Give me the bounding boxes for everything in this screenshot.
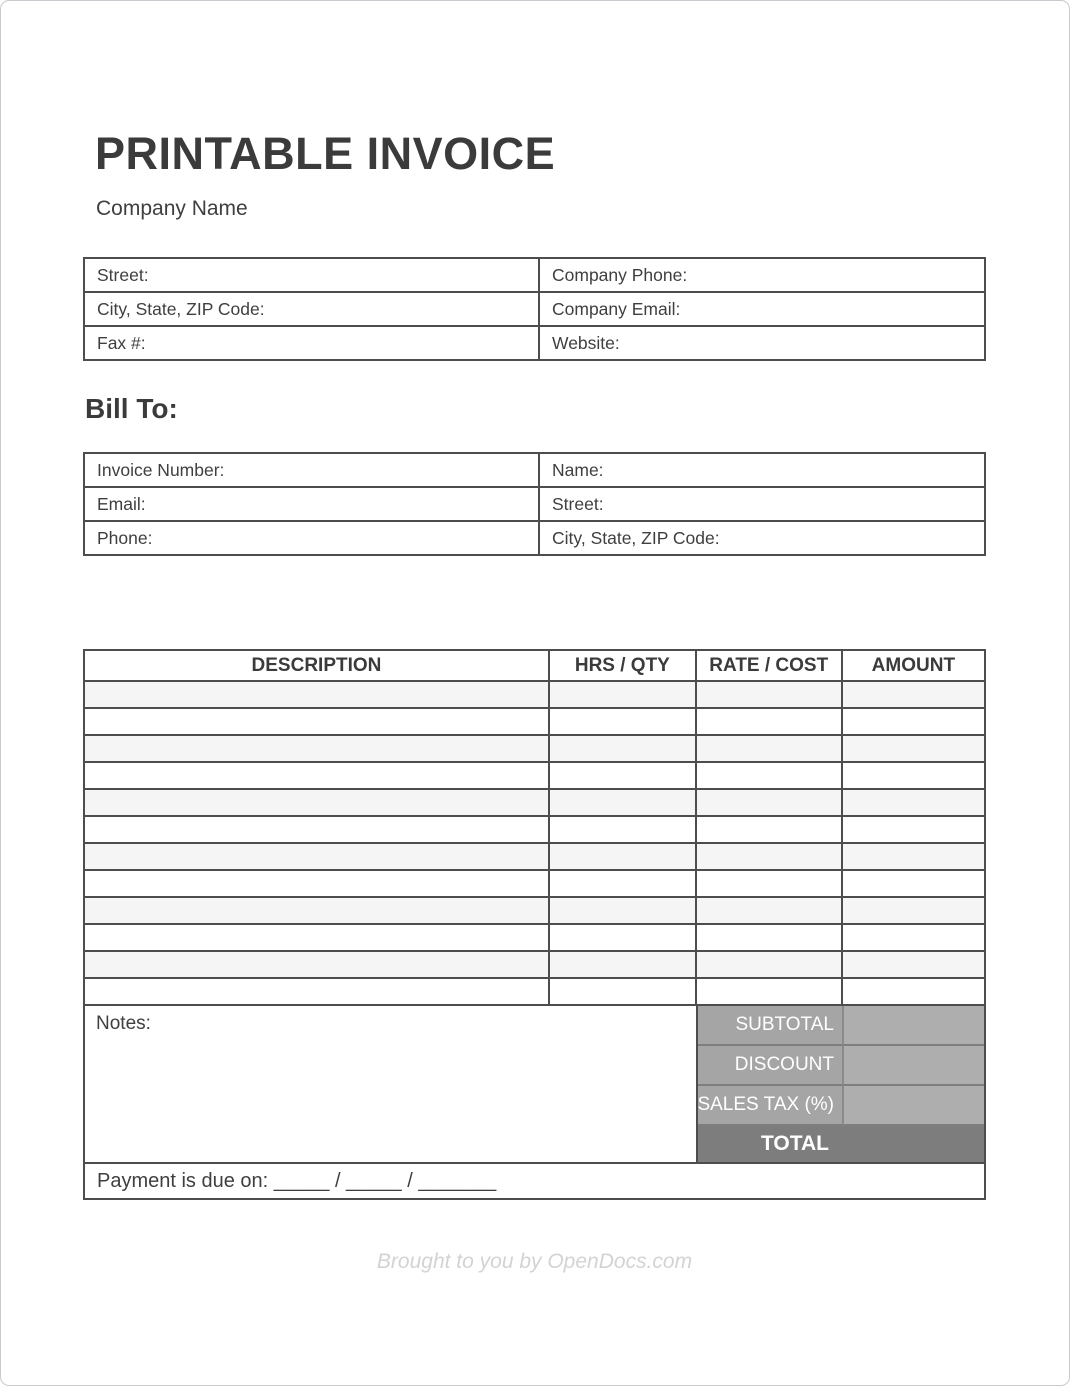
item-cell xyxy=(549,843,696,870)
item-cell xyxy=(696,897,842,924)
item-cell xyxy=(842,870,985,897)
item-cell xyxy=(842,708,985,735)
item-cell xyxy=(696,870,842,897)
item-cell xyxy=(842,762,985,789)
item-cell xyxy=(842,924,985,951)
item-cell xyxy=(84,735,549,762)
item-row xyxy=(84,681,985,708)
item-cell xyxy=(696,708,842,735)
company-phone-label-cell: Company Phone: xyxy=(539,258,985,292)
notes-box xyxy=(83,1006,696,1164)
company-name: Company Name xyxy=(96,197,248,220)
item-cell xyxy=(549,681,696,708)
item-cell xyxy=(696,681,842,708)
table-row xyxy=(84,326,985,360)
line-items-table xyxy=(83,649,986,1006)
item-cell xyxy=(696,735,842,762)
discount-value xyxy=(844,1046,984,1086)
item-row xyxy=(84,951,985,978)
item-cell xyxy=(84,708,549,735)
table-row xyxy=(84,258,985,292)
item-cell xyxy=(549,735,696,762)
footer-credit: Brought to you by OpenDocs.com xyxy=(376,1250,693,1273)
item-cell xyxy=(84,843,549,870)
table-row xyxy=(84,292,985,326)
invoice-number-label-cell: Invoice Number: xyxy=(84,453,539,487)
item-cell xyxy=(842,897,985,924)
item-cell xyxy=(549,816,696,843)
page-title: PRINTABLE INVOICE xyxy=(95,128,556,179)
item-cell xyxy=(696,789,842,816)
item-cell xyxy=(84,681,549,708)
item-cell xyxy=(84,870,549,897)
table-row xyxy=(84,453,985,487)
sales-tax-row xyxy=(698,1086,984,1126)
phone-label-cell: Phone: xyxy=(84,521,539,555)
company-email-label-cell: Company Email: xyxy=(539,292,985,326)
item-cell xyxy=(842,951,985,978)
item-row xyxy=(84,870,985,897)
item-cell xyxy=(696,924,842,951)
item-row xyxy=(84,978,985,1005)
item-cell xyxy=(549,789,696,816)
item-cell xyxy=(549,951,696,978)
street-label-cell: Street: xyxy=(539,487,985,521)
item-cell xyxy=(696,762,842,789)
company-info-table xyxy=(83,257,986,361)
table-row xyxy=(84,487,985,521)
fax-label-cell: Fax #: xyxy=(84,326,539,360)
item-cell xyxy=(696,843,842,870)
item-row xyxy=(84,924,985,951)
item-cell xyxy=(842,735,985,762)
item-cell xyxy=(842,816,985,843)
website-label-cell: Website: xyxy=(539,326,985,360)
item-row xyxy=(84,762,985,789)
item-cell xyxy=(842,681,985,708)
bill-to-heading: Bill To: xyxy=(85,393,178,424)
item-row xyxy=(84,897,985,924)
payment-due-text: Payment is due on: _____ / _____ / _______ xyxy=(97,1169,497,1192)
discount-row xyxy=(698,1046,984,1086)
item-row xyxy=(84,708,985,735)
street-label-cell: Street: xyxy=(84,258,539,292)
bill-to-table xyxy=(83,452,986,556)
item-cell xyxy=(84,762,549,789)
sales-tax-value xyxy=(844,1086,984,1126)
name-label-cell: Name: xyxy=(539,453,985,487)
sales-tax-label: SALES TAX (%) xyxy=(698,1086,844,1126)
notes-label: Notes: xyxy=(96,1013,151,1034)
payment-due-row xyxy=(83,1162,986,1200)
table-row xyxy=(84,521,985,555)
item-cell xyxy=(549,924,696,951)
item-cell xyxy=(549,708,696,735)
item-row xyxy=(84,816,985,843)
rate-cost-column-header: RATE / COST xyxy=(696,650,842,681)
summary-section xyxy=(83,1006,986,1164)
item-cell xyxy=(549,870,696,897)
item-cell xyxy=(84,789,549,816)
item-row xyxy=(84,735,985,762)
item-cell xyxy=(842,789,985,816)
item-cell xyxy=(549,978,696,1005)
description-column-header: DESCRIPTION xyxy=(84,650,549,681)
total-label: TOTAL xyxy=(760,1132,829,1155)
item-cell xyxy=(696,951,842,978)
line-items-body xyxy=(84,681,985,1005)
item-cell xyxy=(549,762,696,789)
amount-column-header: AMOUNT xyxy=(842,650,985,681)
line-items-header-row xyxy=(84,650,985,681)
item-row xyxy=(84,789,985,816)
totals-panel xyxy=(696,1006,986,1164)
item-cell xyxy=(84,978,549,1005)
item-cell xyxy=(696,816,842,843)
hrs-qty-column-header: HRS / QTY xyxy=(549,650,696,681)
item-cell xyxy=(842,843,985,870)
item-cell xyxy=(84,816,549,843)
item-cell xyxy=(84,897,549,924)
item-row xyxy=(84,843,985,870)
subtotal-label: SUBTOTAL xyxy=(698,1006,844,1046)
item-cell xyxy=(84,924,549,951)
email-label-cell: Email: xyxy=(84,487,539,521)
item-cell xyxy=(549,897,696,924)
item-cell xyxy=(696,978,842,1005)
item-cell xyxy=(84,951,549,978)
item-cell xyxy=(842,978,985,1005)
subtotal-row xyxy=(698,1006,984,1046)
city-state-zip-label-cell: City, State, ZIP Code: xyxy=(84,292,539,326)
total-row xyxy=(698,1126,984,1162)
city-state-zip-label-cell: City, State, ZIP Code: xyxy=(539,521,985,555)
subtotal-value xyxy=(844,1006,984,1046)
discount-label: DISCOUNT xyxy=(698,1046,844,1086)
